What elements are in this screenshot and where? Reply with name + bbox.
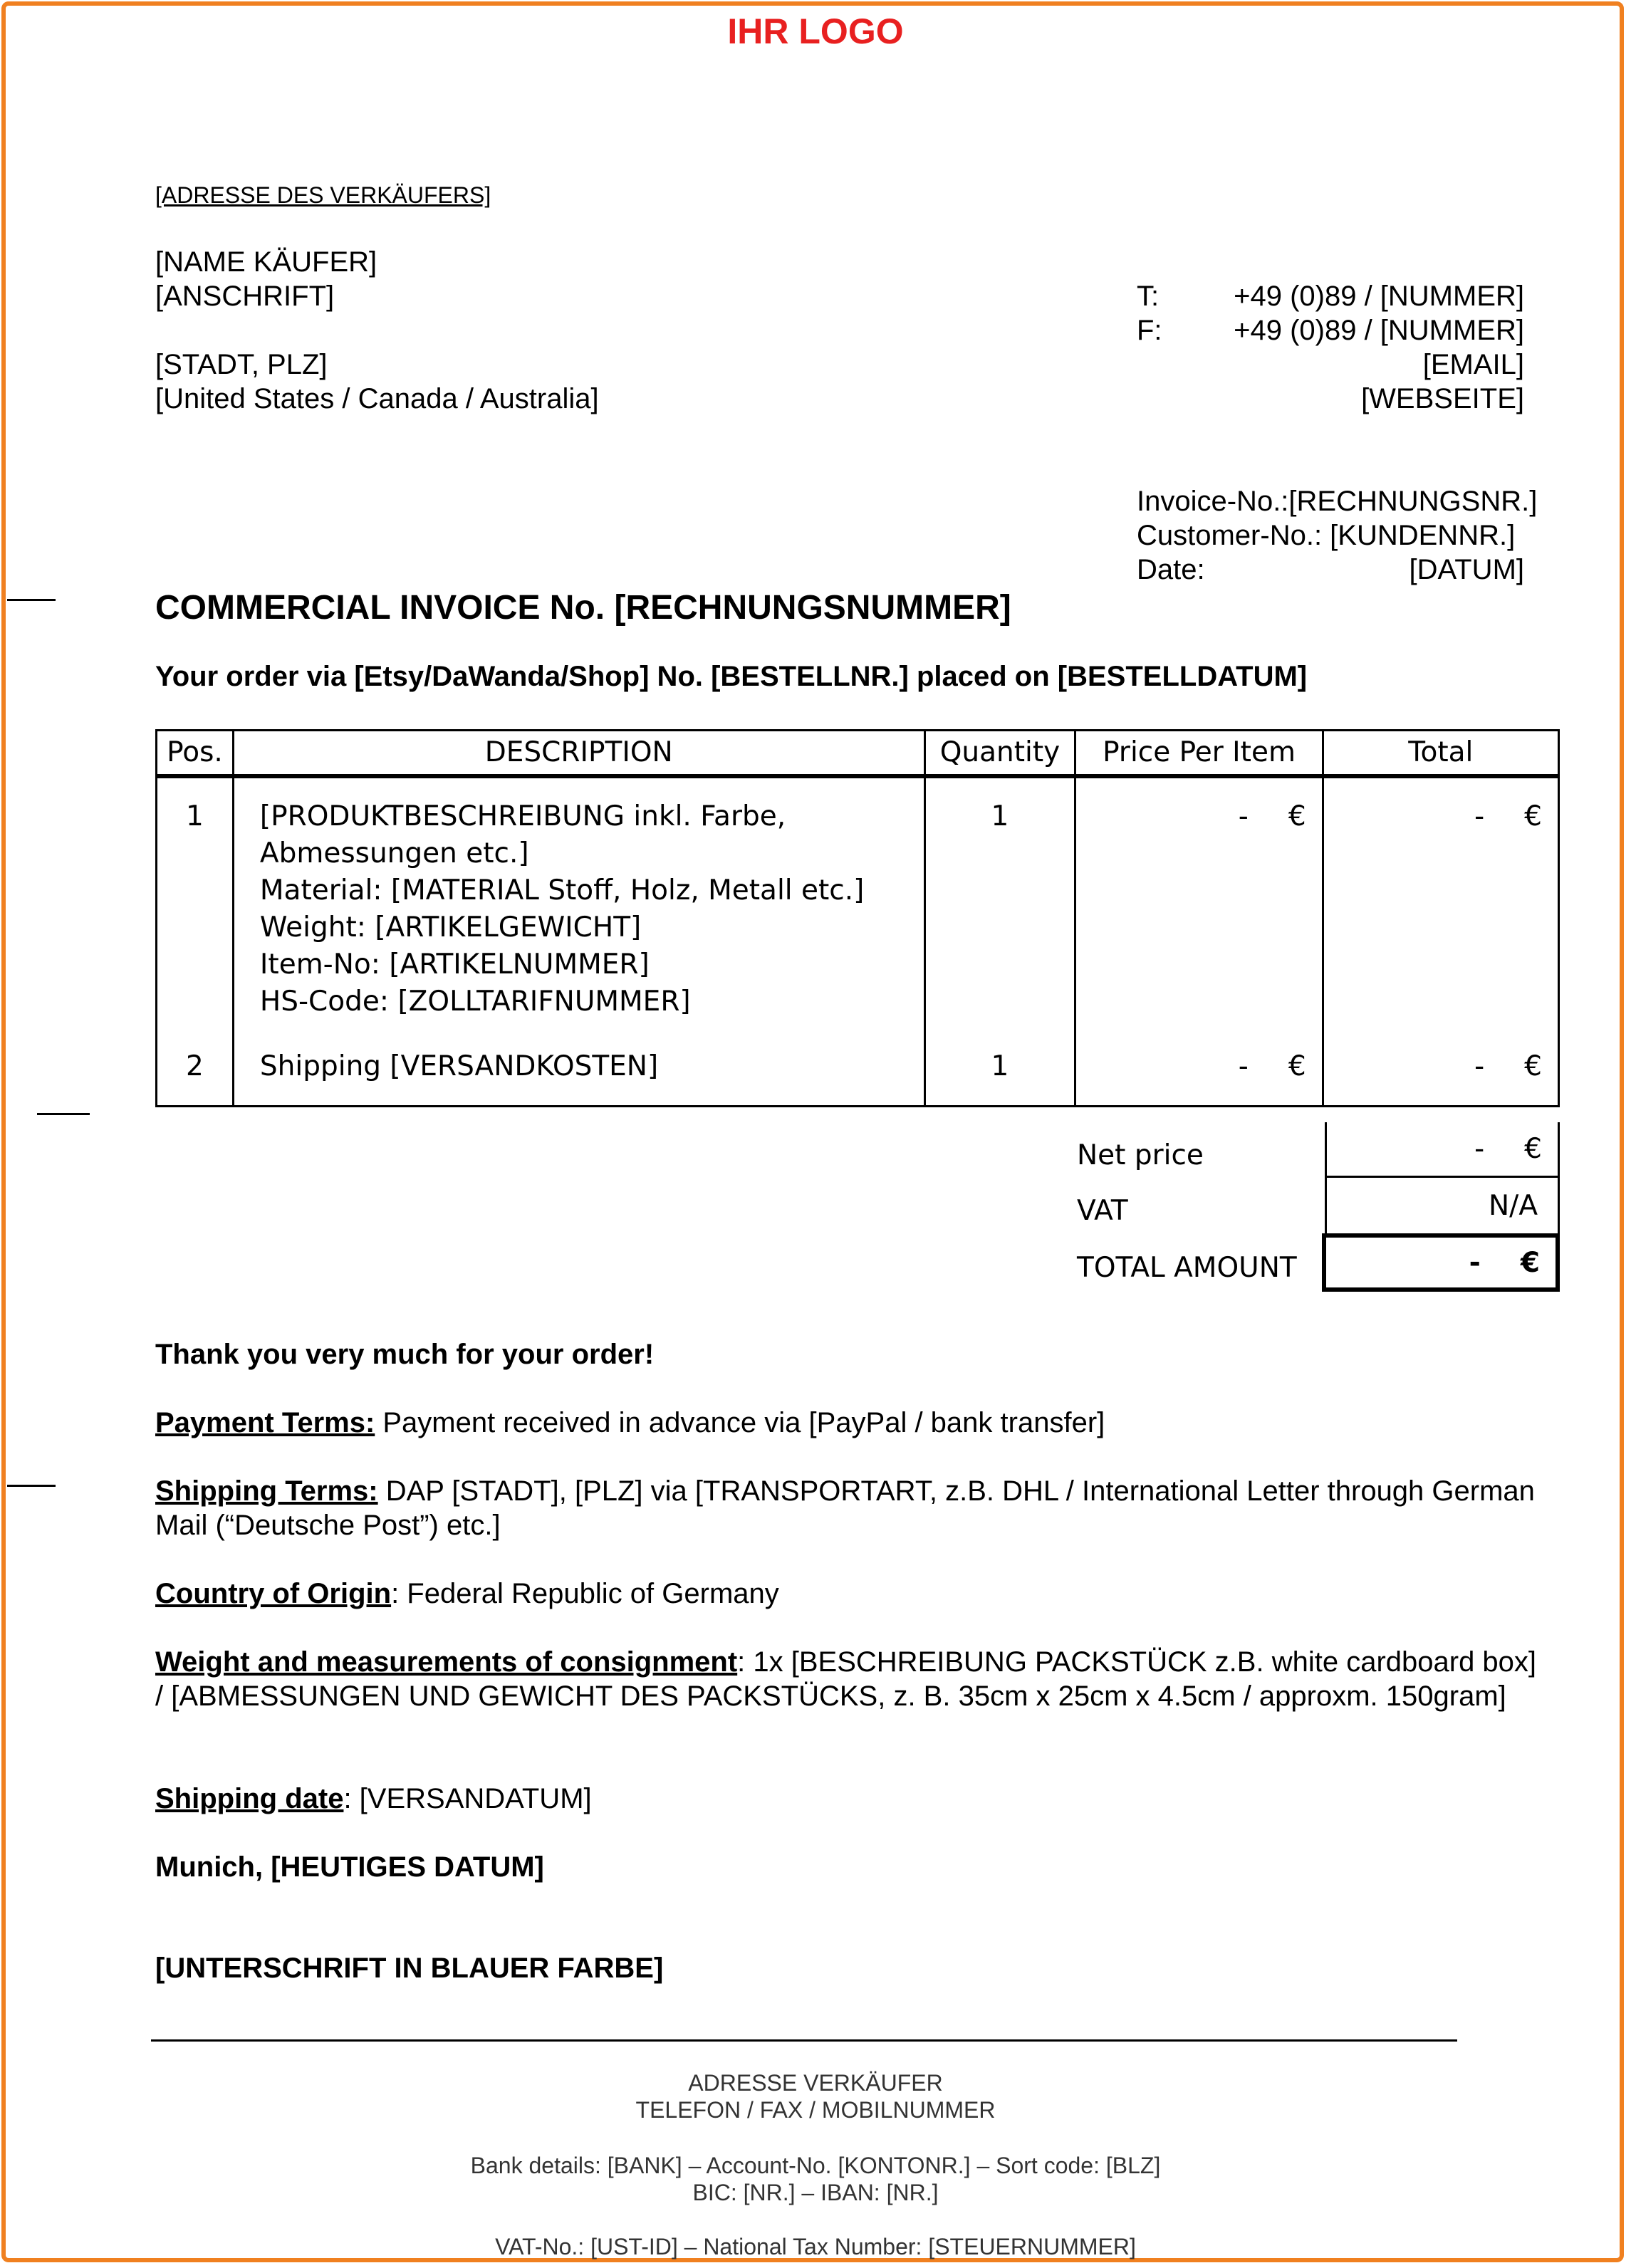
description-line: Material: [MATERIAL Stoff, Holz, Metall etc.] — [259, 874, 865, 906]
row-quantity: 1 — [924, 1047, 1075, 1107]
row-description — [233, 776, 924, 1047]
country-of-origin — [155, 1577, 1551, 1611]
footer-bic-iban: BIC: [NR.] – IBAN: [NR.] — [692, 2180, 939, 2205]
thank-you-note: Thank you very much for your order! — [155, 1339, 655, 1370]
email: [EMAIL] — [1422, 349, 1524, 380]
euro-symbol: € — [1524, 1050, 1542, 1082]
date-value: [DATUM] — [1409, 554, 1524, 585]
col-header-pos: Pos. — [157, 731, 234, 776]
company-logo-placeholder: IHR LOGO — [727, 11, 904, 51]
row-total — [1323, 1047, 1558, 1107]
description-line: Weight: [ARTIKELGEWICHT] — [259, 911, 642, 944]
buyer-country: [United States / Canada / Australia] — [155, 383, 599, 414]
shipping-terms — [155, 1474, 1551, 1542]
signature-placeholder: [UNTERSCHRIFT IN BLAUER FARBE] — [155, 1953, 664, 1984]
footer-divider — [151, 2039, 1457, 2042]
buyer-name: [NAME KÄUFER] — [155, 246, 377, 278]
order-reference: Your order via [Etsy/DaWanda/Shop] No. [BESTELLNR.] placed on [BESTELLDATUM] — [155, 661, 1308, 692]
invoice-title: COMMERCIAL INVOICE No. [RECHNUNGSNUMMER] — [155, 589, 1011, 627]
table-row — [157, 776, 1559, 1047]
buyer-address: [ANSCHRIFT] — [155, 281, 335, 312]
total-value: - — [1474, 800, 1485, 832]
seller-address-line: [ADRESSE DES VERKÄUFERS] — [155, 182, 491, 208]
euro-symbol: € — [1288, 800, 1306, 832]
euro-symbol: € — [1288, 1050, 1306, 1082]
buyer-city-zip: [STADT, PLZ] — [155, 349, 328, 380]
description-line: Abmessungen etc.] — [259, 837, 529, 869]
shipping-terms-text: DAP [STADT], [PLZ] via [TRANSPORTART, z.B. DHL / International Letter through German Mail (“Deutsche Post”) etc.] — [155, 1475, 1535, 1541]
date-label: Date: — [1137, 554, 1205, 585]
euro-symbol: € — [1524, 1133, 1542, 1165]
fax-label: F: — [1137, 315, 1162, 346]
consignment-label: Weight and measurements of consignment — [155, 1646, 738, 1678]
description-line: Shipping [VERSANDKOSTEN] — [259, 1050, 659, 1082]
line-items-table — [155, 729, 1560, 1107]
vat-value: N/A — [1489, 1189, 1538, 1222]
row-description — [233, 1047, 924, 1107]
fax-number: +49 (0)89 / [NUMMER] — [1234, 315, 1524, 346]
row-quantity: 1 — [924, 776, 1075, 1047]
footer-vat-number: VAT-No.: [UST-ID] – National Tax Number: [STEUERNUMMER] — [495, 2234, 1136, 2259]
row-pos: 2 — [157, 1047, 234, 1107]
consignment-details — [155, 1645, 1551, 1713]
col-header-price-per-item: Price Per Item — [1075, 731, 1323, 776]
customer-number: Customer-No.: [KUNDENNR.] — [1137, 520, 1516, 551]
fold-mark-top — [7, 599, 56, 601]
seller-contact-block — [1137, 279, 1524, 416]
table-row — [157, 1047, 1559, 1107]
fold-mark-bottom — [7, 1485, 56, 1487]
hole-punch-mark — [37, 1113, 90, 1115]
invoice-meta-block — [1137, 484, 1538, 587]
total-amount-value: - — [1469, 1246, 1481, 1279]
description-line: Item-No: [ARTIKELNUMMER] — [259, 948, 650, 981]
country-of-origin-text: : Federal Republic of Germany — [391, 1578, 779, 1609]
invoice-number: Invoice-No.:[RECHNUNGSNR.] — [1137, 486, 1538, 517]
row-price — [1075, 776, 1323, 1047]
buyer-address-block — [155, 245, 599, 416]
total-amount-label: TOTAL AMOUNT — [1077, 1252, 1297, 1284]
description-line: HS-Code: [ZOLLTARIFNUMMER] — [259, 985, 691, 1018]
net-price-box — [1325, 1122, 1560, 1178]
shipping-date-text: : [VERSANDATUM] — [343, 1783, 592, 1814]
payment-terms — [155, 1406, 1551, 1440]
footer-address: ADRESSE VERKÄUFER — [688, 2070, 943, 2096]
net-price-value: - — [1474, 1133, 1485, 1165]
total-value: - — [1474, 1050, 1485, 1082]
phone-label: T: — [1137, 281, 1160, 312]
vat-box — [1325, 1178, 1560, 1233]
payment-terms-text: Payment received in advance via [PayPal / bank transfer] — [375, 1407, 1105, 1438]
net-price-label: Net price — [1077, 1139, 1204, 1171]
col-header-total: Total — [1323, 731, 1558, 776]
vat-label: VAT — [1077, 1195, 1128, 1227]
euro-symbol: € — [1524, 800, 1542, 832]
price-value: - — [1238, 1050, 1249, 1082]
row-price — [1075, 1047, 1323, 1107]
payment-terms-label: Payment Terms: — [155, 1407, 375, 1438]
country-of-origin-label: Country of Origin — [155, 1578, 392, 1609]
shipping-date-label: Shipping date — [155, 1783, 344, 1814]
shipping-date — [155, 1782, 1551, 1816]
total-amount-box — [1322, 1233, 1560, 1292]
col-header-quantity: Quantity — [924, 731, 1075, 776]
phone-number: +49 (0)89 / [NUMMER] — [1234, 281, 1524, 312]
website: [WEBSEITE] — [1361, 383, 1524, 414]
footer-bank-details: Bank details: [BANK] – Account-No. [KONTONR.] – Sort code: [BLZ] — [470, 2153, 1161, 2178]
footer-phones: TELEFON / FAX / MOBILNUMMER — [635, 2097, 996, 2123]
table-header-row — [157, 731, 1559, 776]
description-line: [PRODUKTBESCHREIBUNG inkl. Farbe, — [259, 800, 786, 832]
row-total — [1323, 776, 1558, 1047]
col-header-description: DESCRIPTION — [233, 731, 924, 776]
euro-symbol: € — [1520, 1246, 1540, 1279]
place-and-date: Munich, [HEUTIGES DATUM] — [155, 1851, 544, 1883]
price-value: - — [1238, 800, 1249, 832]
consignment-text: : 1x [BESCHREIBUNG PACKSTÜCK z.B. white cardboard box] / [ABMESSUNGEN UND GEWICHT DES PACKSTÜCKS, z. B. 35cm x 25cm x 4.5cm / approxm. 150gram] — [155, 1646, 1537, 1712]
row-pos: 1 — [157, 776, 234, 1047]
shipping-terms-label: Shipping Terms: — [155, 1475, 378, 1507]
